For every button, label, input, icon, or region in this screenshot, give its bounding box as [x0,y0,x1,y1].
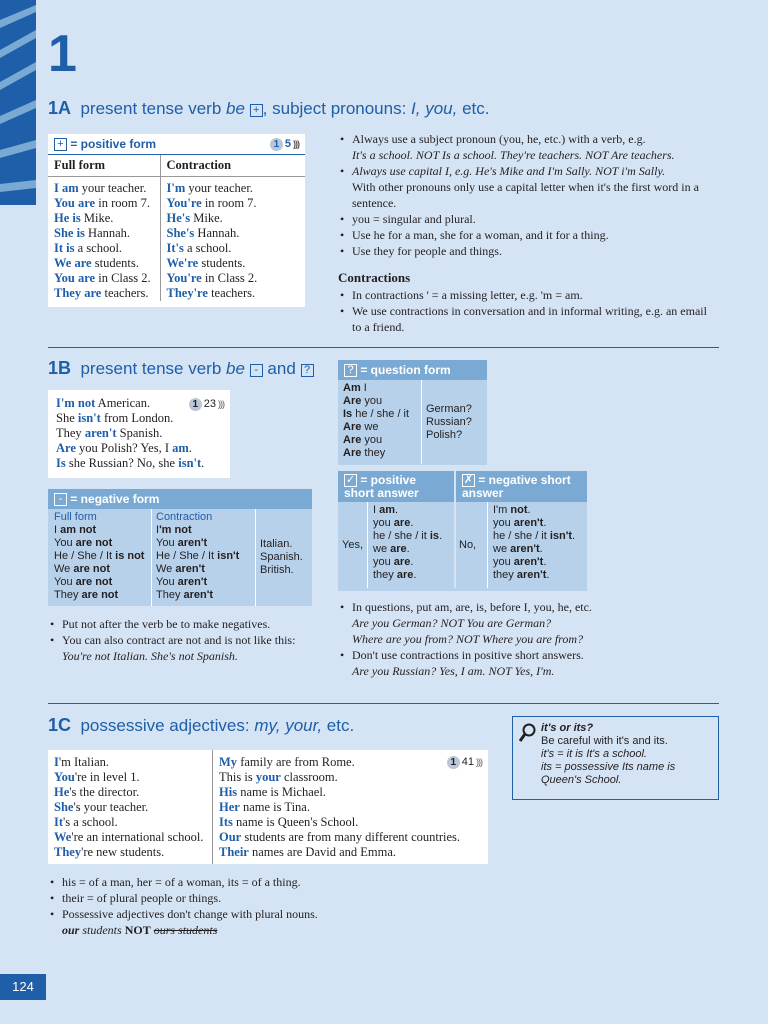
sound-waves-icon: ))) [476,757,482,767]
text: . [188,441,192,455]
positive-form-table [48,134,305,307]
text: they [373,569,397,581]
pronoun-row [54,785,206,800]
examples-1b [48,390,230,478]
notes-1b-right [338,599,718,679]
full-form-cell [48,196,160,211]
short-answer-row [493,569,582,582]
complement: a school. [74,241,123,255]
complement: Hannah. [194,226,240,240]
verb: not [510,504,528,516]
example-line [56,411,222,426]
verb: isn't [549,530,573,542]
plus-icon: + [54,138,67,151]
pronoun-row [54,755,206,770]
question-form-table [338,360,487,465]
note-item: • Put not after the verb be to make negatives. [48,616,330,632]
verb: Are [343,447,362,459]
complement: students. [91,256,139,270]
cd-icon: 1 [270,138,283,151]
text: They [54,589,82,601]
tick-icon: ✓ [345,474,356,486]
text: name is Michael. [237,785,326,799]
verb: aren't [175,563,205,575]
audio-track-button[interactable]: 1 23 ))) [189,397,224,412]
yes-label: Yes, [338,502,368,588]
short-answer-row [493,556,582,569]
nationality: British. [260,564,294,576]
text: we [361,421,379,433]
positive-short-header: ✓ = positive short answer [338,471,454,502]
complement: Mike. [190,211,223,225]
short-answer-row [373,530,449,543]
pronoun: I [54,755,59,769]
pronoun-row [54,800,206,815]
verb: Is [343,408,353,420]
possessive-table [48,750,488,864]
notes-1a [338,131,718,259]
verb: aren't [177,576,208,588]
text: they [361,447,386,459]
nationality: Italian. [260,538,293,550]
verb: I'm [166,181,186,195]
contraction-cell [160,241,305,256]
question-row [343,408,416,421]
text: you [373,517,394,529]
note-item: • their = of plural people or things. [48,890,488,906]
full-form-cell [48,286,160,301]
verb: am [379,504,396,516]
full-form-cell [48,177,160,197]
text: We [156,563,176,575]
verb: Are [343,395,362,407]
section-1a-title: 1A present tense verb be + , subject pronouns: I, you, etc. [48,98,490,118]
text: You [156,537,178,549]
pronoun-row [54,845,206,860]
text: she Russian? No, she [65,456,179,470]
full-form-row [54,589,145,602]
possessive: Their [219,845,249,859]
text: he / she / it [373,530,430,542]
text: he / she / it [352,408,410,420]
short-answer-row [493,517,582,530]
verb: are [393,556,411,568]
possessive-row [219,785,482,800]
pronoun: She [54,800,74,814]
text: Spanish. [116,426,163,440]
complement: in room 7. [201,196,257,210]
full-form-cell [48,241,160,256]
text: name is Tina. [239,800,310,814]
possessive-row [219,845,482,860]
verb: am not [60,524,97,536]
verb: are [396,569,414,581]
nationality: Russian? [426,415,472,428]
contraction-row [156,550,251,563]
verb: You are [54,271,96,285]
text: . [410,517,414,529]
possessive: Her [219,800,240,814]
text: . [406,543,410,555]
full-form-row [54,576,145,589]
possessive-row [219,755,482,770]
short-answer-row [493,504,582,517]
text: we [373,543,391,555]
text: . [539,543,543,555]
text: I'm [493,504,511,516]
text: I [373,504,380,516]
section-1b-title: 1B present tense verb be - and ? [48,358,314,379]
text: you [361,395,383,407]
note-item: • his = of a man, her = of a woman, its = of a thing. [48,874,488,890]
contraction-cell [160,226,305,241]
verb: I'm not [56,396,96,410]
verb: They're [166,286,208,300]
verb: isn't [217,550,240,562]
possessive: your [255,770,281,784]
table-row [48,211,305,226]
contraction-cell [160,286,305,301]
complement: a school. [183,241,232,255]
verb: Are [343,421,362,433]
note-item: • You can also contract are not and is not like this: You're not Italian. She's not Spanish. [48,632,330,664]
note-item: • you = singular and plural. [338,211,718,227]
table-row [48,271,305,286]
contraction-row [156,589,251,602]
verb: You're [166,271,202,285]
tip-line: its = possessive Its name is [541,761,676,773]
verb: Is [56,456,66,470]
table-row [48,226,305,241]
text: They [56,426,85,440]
section-1c-title: 1C possessive adjectives: my, your, etc. [48,715,355,735]
full-form-cell [48,226,160,241]
text: you Polish? Yes, I [75,441,173,455]
pronoun: They [54,845,82,859]
text: students are from many different countries. [241,830,461,844]
verb: 'm not [159,524,192,536]
possessive-row [219,800,482,815]
verb: He is [54,211,81,225]
tip-line: Be careful with it's and its. [541,735,668,747]
pronoun: He [54,785,70,799]
text: . [546,569,550,581]
complement: in Class 2. [201,271,258,285]
question-row [343,395,416,408]
minus-icon: - [250,364,263,377]
text: I [54,524,61,536]
text: We [54,563,74,575]
note-item: • We use contractions in conversation and in informal writing, e.g. an email to a friend. [338,303,718,335]
audio-track-button[interactable]: 1 41 ))) [447,755,482,770]
pronoun-row [54,830,206,845]
cd-icon: 1 [189,398,202,411]
text: names are David and Emma. [248,845,397,859]
section-divider [48,347,719,348]
possessive: Its [219,815,233,829]
possessive: His [219,785,238,799]
note-item: • Use they for people and things. [338,243,718,259]
magnifier-icon [519,723,537,743]
note-item: • Always use a subject pronoun (you, he, etc.) with a verb, e.g. It's a school. NOT Is a school. They're teachers. NOT Are teachers. [338,131,718,163]
table-row [48,286,305,301]
text: 're in level 1. [74,770,140,784]
table-row [48,177,305,197]
plus-icon: + [250,104,263,117]
pronoun: It [54,815,64,829]
tip-line: it's = it is It's a school. [541,748,647,760]
page-number: 124 [0,974,46,1000]
question-icon: ? [344,364,357,377]
text: . [543,517,547,529]
text: . [527,504,531,516]
full-form-row [54,537,145,550]
contraction-notes [338,287,718,335]
table-row [48,241,305,256]
verb: Are [343,434,362,446]
text: They [156,589,184,601]
verb: We're [166,256,199,270]
note-item: • In questions, put am, are, is, before I, you, he, etc. Are you German? NOT You are German? Where are you from? NOT Where you are from? [338,599,718,647]
verb: I am [54,181,79,195]
full-form-cell [48,256,160,271]
cd-icon: 1 [447,756,460,769]
verb: It is [54,241,75,255]
positive-form-header: + = positive form 1 5 ))) [48,134,305,155]
verb: are not [73,563,111,575]
nationality: German? [426,402,472,415]
contraction-row [156,563,251,576]
short-answer-row [493,530,582,543]
text: He / She / It [54,550,116,562]
text: You [54,576,76,588]
text: . [201,456,205,470]
text: I [360,382,367,394]
question-form-header: ? = question form [338,360,487,380]
text: he / she / it [493,530,550,542]
text: . [413,569,417,581]
tip-box [512,716,719,800]
verb: aren't [516,569,547,581]
note-item: • Always use capital I, e.g. He's Mike and I'm Sally. NOT i'm Sally. With other pronouns only use a capital letter when it's the first word in a sentence. [338,163,718,211]
complement: in room 7. [95,196,150,210]
text: 'm Italian. [58,755,110,769]
text: . [439,530,443,542]
example-line [56,441,222,456]
negative-short-header: ✗ = negative short answer [456,471,587,502]
corner-decoration [0,0,36,205]
text: we [493,543,511,555]
contraction-cell [160,211,305,226]
note-item: • Use he for a man, she for a woman, and it for a thing. [338,227,718,243]
short-answer-row [493,543,582,556]
verb: are [390,543,407,555]
contraction-row [156,537,251,550]
verb: are not [81,589,119,601]
nationality: Spanish. [260,551,303,563]
note-item: • In contractions ' = a missing letter, e.g. 'm = am. [338,287,718,303]
question-row [343,447,416,460]
text: He / She / It [156,550,218,562]
verb: He's [166,211,191,225]
nationality: Polish? [426,428,463,441]
text: you [493,556,514,568]
text: . [543,556,547,568]
short-answer-row [373,517,449,530]
possessive-row [219,770,482,785]
text: This is [219,770,256,784]
note-item: • Possessive adjectives don't change with plural nouns. our students NOT ours students [48,906,488,938]
table-row [48,256,305,271]
verb: are not [75,537,113,549]
verb: aren't [183,589,214,601]
text: American. [95,396,151,410]
short-answer-row [373,556,449,569]
verb: is [429,530,440,542]
contraction-cell [160,256,305,271]
complement: Mike. [80,211,114,225]
full-form-cell [48,271,160,286]
full-form-row [54,550,145,563]
text: . [572,530,576,542]
short-answer-row [373,543,449,556]
verb: aren't [84,426,117,440]
table-row [48,196,305,211]
text: they [493,569,517,581]
text: you [493,517,514,529]
minus-icon: - [54,493,67,506]
verb: You're [166,196,202,210]
possessive-row [219,815,482,830]
text: 's the director. [69,785,140,799]
text: . [410,556,414,568]
verb: isn't [178,456,202,470]
unit-number: 1 [48,25,77,83]
possessive-row [219,830,482,845]
audio-track-button[interactable]: 1 5 ))) [270,138,299,151]
verb: She is [54,226,85,240]
text: 's your teacher. [73,800,149,814]
question-icon: ? [301,364,314,377]
possessive: My [219,755,238,769]
contraction-cell [160,196,305,211]
contractions-heading: Contractions [338,270,411,285]
short-answer-row [373,569,449,582]
text: 're new students. [81,845,165,859]
complement: students. [198,256,246,270]
sound-waves-icon: ))) [218,399,224,409]
complement: Hannah. [84,226,131,240]
text: 're an international school. [71,830,204,844]
verb: aren't [513,556,544,568]
question-row [343,434,416,447]
question-row [343,382,416,395]
column-header: Full form [54,511,97,523]
text: 's a school. [63,815,118,829]
verb: She's [166,226,195,240]
verb: aren't [510,543,540,555]
full-form-cell [48,211,160,226]
pronoun: We [54,830,72,844]
column-header: Contraction [166,158,232,172]
negative-form-header: - = negative form [48,489,312,509]
question-row [343,421,416,434]
verb: aren't [177,537,208,549]
verb: are [393,517,411,529]
tip-title: it's or its? [541,722,594,734]
negative-form-table [48,489,312,606]
section-code: 1A [48,98,72,118]
full-form-row [54,524,145,537]
example-line [56,426,222,441]
tip-line: Queen's School. [541,774,622,786]
complement: teachers. [101,286,149,300]
sound-waves-icon: ))) [293,139,299,149]
verb: are not [75,576,113,588]
section-divider [48,703,719,704]
pronoun-row [54,815,206,830]
verb: is not [115,550,145,562]
verb: You are [54,196,96,210]
complement: your teacher. [78,181,147,195]
notes-1c [48,874,488,938]
complement: in Class 2. [95,271,151,285]
text: She [56,411,78,425]
contraction-row [156,524,251,537]
text: name is Queen's School. [232,815,359,829]
example-line [56,456,222,471]
text: . [395,504,399,516]
cross-icon: ✗ [463,474,474,486]
verb: It's [166,241,184,255]
complement: your teacher. [185,181,253,195]
verb: aren't [513,517,544,529]
possessive: Our [219,830,242,844]
text: from London. [100,411,174,425]
text: you [361,434,383,446]
notes-1b-left [48,616,330,664]
column-header: Full form [48,155,160,177]
verb: They are [54,286,102,300]
no-label: No, [456,502,488,588]
short-answer-row [373,504,449,517]
contraction-row [156,576,251,589]
pronoun-row [54,770,206,785]
text: classroom. [280,770,338,784]
verb: isn't [77,411,101,425]
column-header: Contraction [156,511,213,523]
note-item: • Don't use contractions in positive short answers. Are you Russian? Yes, I am. NOT Yes, I'm. [338,647,718,679]
verb: am [172,441,189,455]
full-form-row [54,563,145,576]
verb: Are [56,441,76,455]
complement: teachers. [207,286,256,300]
contraction-cell [160,271,305,286]
text: you [373,556,394,568]
text: family are from Rome. [237,755,355,769]
contraction-cell [160,177,305,197]
short-answers-table [338,471,587,591]
text: You [156,576,178,588]
verb: Am [343,382,361,394]
text: You [54,537,76,549]
verb: We are [54,256,92,270]
pronoun: You [54,770,75,784]
text: I [156,524,160,536]
